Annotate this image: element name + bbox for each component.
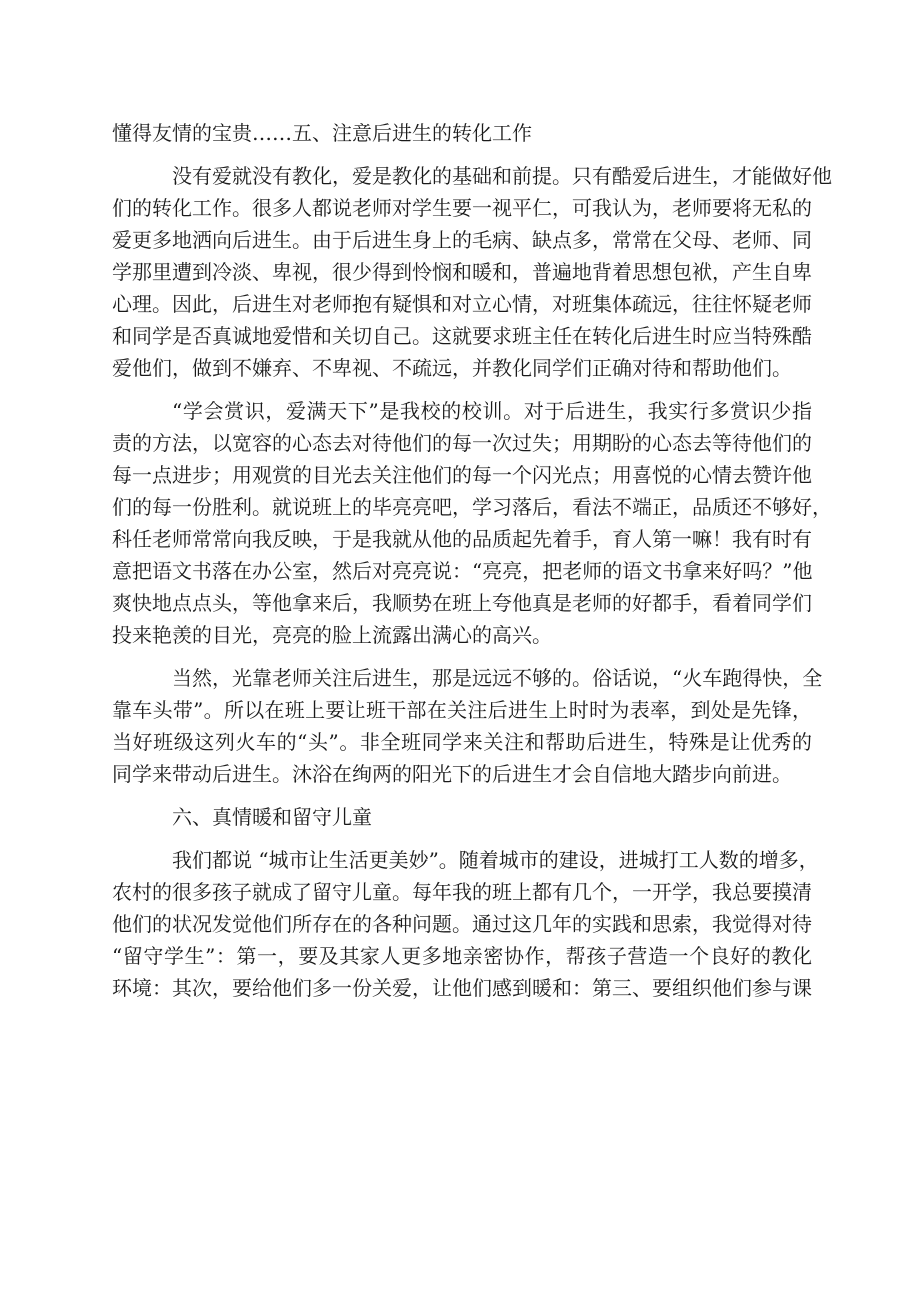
paragraph-line: 责的方法，以宽容的心态去对待他们的每一次过失；用期盼的心态去等待他们的 [112,431,812,455]
paragraph-line: 我们都说 “城市让生活更美妙”。随着城市的建设，进城打工人数的增多， [172,848,819,872]
paragraph-line: 们的转化工作。很多人都说老师对学生要一视平仁，可我认为，老师要将无私的 [112,196,812,220]
paragraph-line: “留守学生”：第一，要及其家人更多地亲密协作，帮孩子营造一个良好的教化 [112,944,812,968]
paragraph-line: 当然，光靠老师关注后进生，那是远远不够的。俗话说，“火车跑得快，全 [172,666,823,690]
paragraph-line: 同学来带动后进生。沐浴在绚两的阳光下的后进生才会自信地大踏步向前进。 [112,762,792,786]
paragraph-line: 心理。因此，后进生对老师抱有疑惧和对立心情，对班集体疏远，往往怀疑老师 [112,292,812,316]
paragraph-line: 他们的状况发觉他们所存在的各种问题。通过这几年的实践和思索，我觉得对待 [112,912,812,936]
paragraph-line: 环境：其次，要给他们多一份关爱，让他们感到暖和：第三、要组织他们参与课 [112,976,812,1000]
document-page [112,117,832,1004]
paragraph-line: 每一点进步；用观赏的目光去关注他们的每一个闪光点；用喜悦的心情去赞许他 [112,463,812,487]
paragraph-line: 学那里遭到冷淡、卑视，很少得到怜悯和暖和，普遍地背着思想包袱，产生自卑 [112,260,812,284]
paragraph-line: 投来艳羡的目光，亮亮的脸上流露出满心的高兴。 [112,623,552,647]
paragraph-line: 农村的很多孩子就成了留守儿童。每年我的班上都有几个，一开学，我总要摸清 [112,880,812,904]
paragraph-line: 科任老师常常向我反映，于是我就从他的品质起先着手，育人第一嘛！我有时有 [112,527,812,551]
paragraph-line: 和同学是否真诚地爱惜和关切自己。这就要求班主任在转化后进生时应当特殊酷 [112,324,812,348]
paragraph-line: 爽快地点点头，等他拿来后，我顺势在班上夸他真是老师的好都手，看着同学们 [112,591,812,615]
paragraph-line: 们的每一份胜利。就说班上的毕亮亮吧，学习落后，看法不端正，品质还不够好， [112,495,832,519]
paragraph-line: 当好班级这列火车的“头”。非全班同学来关注和帮助后进生，特殊是让优秀的 [112,730,812,754]
section-heading-six: 六、真情暖和留守儿童 [172,805,372,829]
paragraph-line: 意把语文书落在办公室，然后对亮亮说：“亮亮，把老师的语文书拿来好吗？”他 [112,559,813,583]
paragraph-line: 没有爱就没有教化，爱是教化的基础和前提。只有酷爱后进生，才能做好他 [172,164,832,188]
paragraph-class-cadres [112,662,823,790]
paragraph-appreciation [112,395,832,651]
paragraph-left-behind-children [112,844,819,1004]
lead-line: 懂得友情的宝贵……五、注意后进生的转化工作 [112,121,532,145]
paragraph-line: 爱更多地洒向后进生。由于后进生身上的毛病、缺点多，常常在父母、老师、同 [112,228,812,252]
paragraph-line: “学会赏识，爱满天下”是我校的校训。对于后进生，我实行多赏识少指 [172,399,812,423]
paragraph-line: 靠车头带”。所以在班上要让班干部在关注后进生上时时为表率，到处是先锋， [112,698,812,722]
paragraph-love-education [112,160,832,384]
paragraph-line: 爱他们，做到不嫌弃、不卑视、不疏远，并教化同学们正确对待和帮助他们。 [112,356,792,380]
